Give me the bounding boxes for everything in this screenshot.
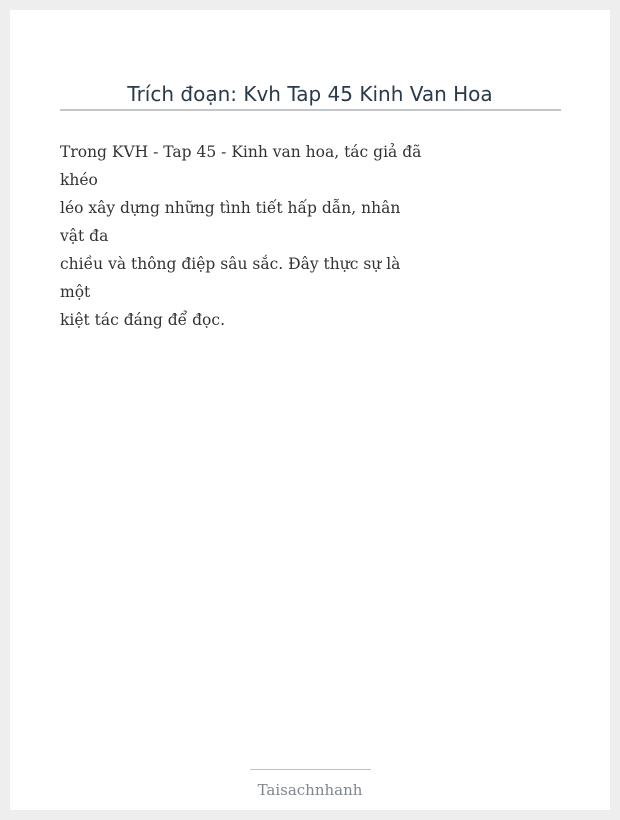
page-title: Trích đoạn: Kvh Tap 45 Kinh Van Hoa [127,82,493,106]
title-divider [60,109,561,111]
body-line: Trong KVH - Tap 45 - Kinh van hoa, tác giả đã [60,143,422,161]
body-line: chiều và thông điệp sâu sắc. Đây thực sự là [60,255,401,273]
body-line: một [60,283,91,301]
footer-divider [250,769,371,770]
document-page [10,10,610,810]
body-line: léo xây dựng những tình tiết hấp dẫn, nhân [60,199,401,217]
body-line: vật đa [60,227,109,245]
body-line: khéo [60,171,98,189]
excerpt-body [60,138,420,334]
footer-brand: Taisachnhanh [257,781,363,799]
body-line: kiệt tác đáng để đọc. [60,311,225,329]
